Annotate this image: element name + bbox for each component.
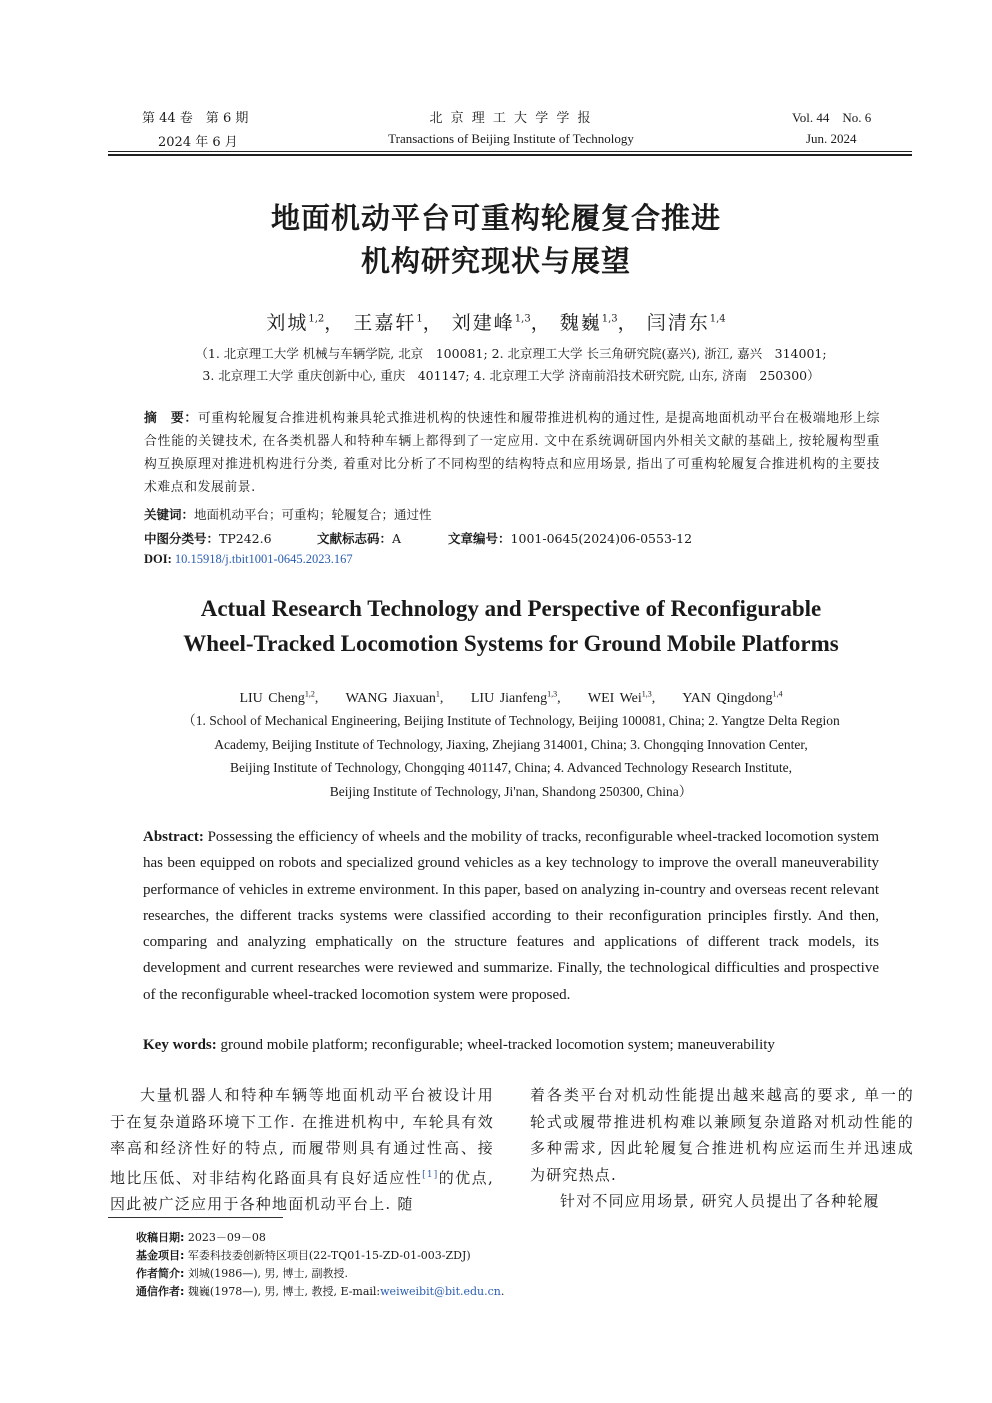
author-en: WEI Wei$^{1,3}$, <box>587 689 656 706</box>
body-left-text-after: 的优点, 因此被广泛应用于各种地面机动平台上. 随 <box>110 1168 494 1213</box>
article-no-label: 文章编号： <box>448 531 511 546</box>
affiliation-en-line4: Beijing Institute of Technology, Ji'nan, Shandong 250300, China） <box>329 783 693 799</box>
title-cn-line1: 地面机动平台可重构轮履复合推进 <box>270 201 721 235</box>
classification-line <box>144 529 884 547</box>
author-cn: 魏巍$^{1,3}$ <box>559 312 618 334</box>
authors-en <box>0 689 992 707</box>
footnote-corresponding: 通信作者: 魏巍(1978—), 男, 博士, 教授, E-mail:weiweibit@bit.edu.cn. <box>136 1285 505 1298</box>
article-no-value: 1001-0645(2024)06-0553-12 <box>510 531 693 546</box>
header-journal-cn: 北 京 理 工 大 学 学 报 <box>429 111 593 126</box>
affiliation-en <box>0 709 992 803</box>
author-en: WANG Jiaxuan$^1$, <box>345 689 444 706</box>
title-en-line1: Actual Research Technology and Perspective of Reconfigurable <box>200 596 822 621</box>
authors-cn: 刘城$^{1,2}$， 王嘉轩$^1$， 刘建峰$^{1,3}$， 魏巍$^{1,3}$， 闫清东$^{1,4}$ <box>266 312 726 334</box>
header-journal-en: Transactions of Beijing Institute of Technology <box>388 131 634 146</box>
abstract-cn-text: 可重构轮履复合推进机构兼具轮式推进机构的快速性和履带推进机构的通过性, 是提高地面机动平台在极端地形上综合性能的关键技术, 在各类机器人和特种车辆上都得到了一定应用. 文中在系统调研国内外相关文献的基础上, 按轮履构型重构互换原理对推进机构进行分类, 着重对比分析了不同构型的结构特点和应用场景, 指出了可重构轮履复合推进机构的主要技术难点和发展前景. <box>144 411 880 495</box>
keywords-en <box>143 1037 775 1054</box>
doc-code-label: 文献标志码： <box>317 531 393 546</box>
header-volume-issue: 第 44 卷 第 6 期 <box>142 111 249 126</box>
title-en-line2: Wheel-Tracked Locomotion Systems for Ground Mobile Platforms <box>183 631 839 656</box>
author-cn: 闫清东$^{1,4}$ <box>646 312 726 334</box>
keywords-cn-label: 关键词： <box>144 507 195 522</box>
affiliation-en-line2: Academy, Beijing Institute of Technology, Jiaxing, Zhejiang 314001, China; 3. Chongqing Innovation Center, <box>214 736 808 752</box>
citation-ref-1[interactable]: [1] <box>422 1169 439 1180</box>
body-right-para1: 着各类平台对机动性能提出越来越高的要求, 单一的轮式或履带推进机构难以兼顾复杂道路对机动性能的多种需求, 因此轮履复合推进机构应运而生并迅速成为研究热点. <box>530 1086 914 1184</box>
author-cn: 刘城$^{1,2}$ <box>266 312 325 334</box>
author-en: LIU Cheng$^{1,2}$, <box>239 689 319 706</box>
clc-label: 中图分类号： <box>144 531 220 546</box>
doc-code-value: A <box>392 531 402 546</box>
author-en: YAN Qingdong$^{1,4}$ <box>682 689 783 706</box>
keywords-en-label: Key words: <box>143 1037 217 1053</box>
abstract-en-text: Possessing the efficiency of wheels and the mobility of tracks, reconfigurable wheel-tracked locomotion system has been equipped on robots and specialized ground vehicles as a key technology to improve the overall maneuverability performance of vehicles in extreme environment. In this paper, based on analyzing in-country and overseas recent relevant researches, the different tracks systems were classified according to their reconfiguration principles firstly. And then, comparing and analyzing emphatically on the structure features and applications of different track models, its development and current researches were reviewed and summarize. Finally, the technological difficulties and prospective of the reconfigurable wheel-tracked locomotion system were proposed. <box>143 829 879 1003</box>
footnote-author: 作者简介: 刘城(1986—), 男, 博士, 副教授. <box>136 1267 348 1280</box>
body-right-column <box>530 1082 914 1215</box>
header-date-en: Jun. 2024 <box>806 131 857 146</box>
header-vol-en: Vol. 44 No. 6 <box>792 110 872 125</box>
footnote-received: 收稿日期: 2023－09－08 <box>136 1231 266 1244</box>
doi-link[interactable]: 10.15918/j.tbit1001-0645.2023.167 <box>174 552 353 566</box>
affiliation-en-line3: Beijing Institute of Technology, Chongqing 401147, China; 4. Advanced Technology Research Institute, <box>229 760 793 775</box>
body-left-column <box>110 1082 494 1218</box>
author-cn: 刘建峰$^{1,3}$ <box>451 312 531 334</box>
header-rule-thick <box>108 154 912 156</box>
doi-label: DOI: <box>144 552 172 566</box>
abstract-cn-label: 摘 要： <box>144 411 198 426</box>
header-rule-thin <box>108 151 912 152</box>
clc-value: TP242.6 <box>219 531 272 546</box>
keywords-cn-text: 地面机动平台；可重构；轮履复合；通过性 <box>194 507 432 522</box>
email-link[interactable]: weiweibit@bit.edu.cn <box>380 1285 501 1298</box>
footnote-fund: 基金项目: 军委科技委创新特区项目(22-TQ01-15-ZD-01-003-ZDJ) <box>136 1249 471 1262</box>
doi-line <box>144 552 353 567</box>
keywords-en-text: ground mobile platform; reconfigurable; wheel-tracked locomotion system; maneuverability <box>220 1037 775 1053</box>
affiliation-cn-line2: 3. 北京理工大学 重庆创新中心, 重庆 401147; 4. 北京理工大学 济南前沿技术研究院, 山东, 济南 250300） <box>202 368 820 383</box>
header-date: 2024 年 6 月 <box>158 135 238 150</box>
keywords-cn <box>144 505 432 523</box>
abstract-en <box>143 824 879 1008</box>
author-en: LIU Jianfeng$^{1,3}$, <box>470 689 561 706</box>
body-right-para2: 针对不同应用场景, 研究人员提出了各种轮履 <box>560 1192 880 1210</box>
title-cn-line2: 机构研究现状与展望 <box>360 244 631 278</box>
abstract-cn <box>144 407 880 499</box>
abstract-en-label: Abstract: <box>143 829 204 845</box>
author-cn: 王嘉轩$^1$ <box>353 312 423 334</box>
affiliation-cn-line1: （1. 北京理工大学 机械与车辆学院, 北京 100081; 2. 北京理工大学 长三角研究院(嘉兴), 浙江, 嘉兴 314001; <box>195 346 827 361</box>
body-left-text: 大量机器人和特种车辆等地面机动平台被设计用于在复杂道路环境下工作. 在推进机构中, 车轮具有效率高和经济性好的特点, 而履带则具有通过性高、接地比压低、对非结构化路面具有良好适应性 <box>110 1086 494 1187</box>
footnote-rule <box>108 1217 283 1218</box>
affiliation-en-line1: （1. School of Mechanical Engineering, Beijing Institute of Technology, Beijing 100081, China; 2. Yangtze Delta Region <box>182 713 840 728</box>
